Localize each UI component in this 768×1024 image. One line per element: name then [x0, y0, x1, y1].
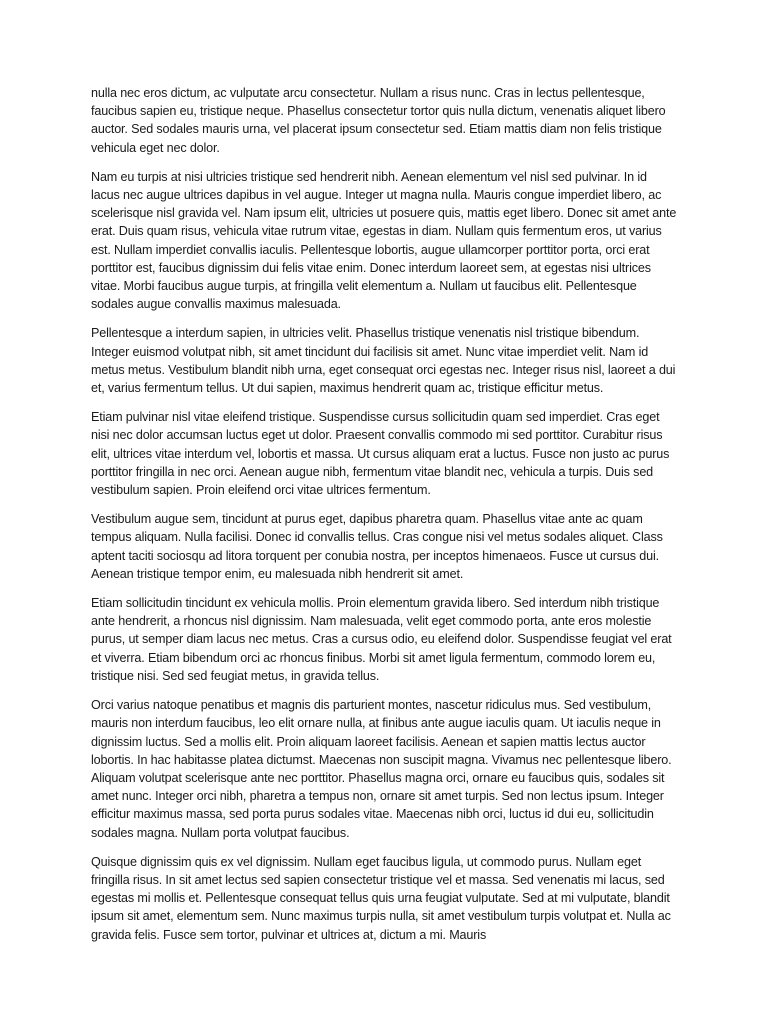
paragraph-6: Etiam sollicitudin tincidunt ex vehicula mollis. Proin elementum gravida libero. Sed interdum nibh tristique ante hendrerit, a rhoncus nisl dignissim. Nam malesuada, velit eget commodo porta, ante eros molestie purus, ut semper diam lacus nec metus. Cras a cursus odio, eu eleifend dolor. Suspendisse feugiat vel erat et viverra. Etiam bibendum orci ac rhoncus finibus. Morbi sit amet ligula fermentum, commodo lorem eu, tristique nisi. Sed sed feugiat metus, in gravida tellus. — [91, 596, 672, 683]
paragraph-4: Etiam pulvinar nisl vitae eleifend tristique. Suspendisse cursus sollicitudin quam sed imperdiet. Cras eget nisi nec dolor accumsan luctus eget ut dolor. Praesent convallis commodo mi sed porttitor. Curabitur risus elit, ultrices vitae interdum vel, lobortis et massa. Ut cursus aliquam erat a luctus. Fusce non justo ac purus porttitor fringilla in nec orci. Aenean augue nibh, fermentum vitae blandit nec, vehicula a turpis. Duis sed vestibulum sapien. Proin eleifend orci vitae ultrices fermentum. — [91, 410, 670, 498]
paragraph-8: Quisque dignissim quis ex vel dignissim. Nullam eget faucibus ligula, ut commodo purus. Nullam eget fringilla risus. In sit amet lectus sed sapien consectetur tristique vel et massa. Sed venenatis mi lacus, sed egestas mi mollis et. Pellentesque consequat tellus quis urna feugiat vulputate. Sed at mi vulputate, blandit ipsum sit amet, elementum sem. Nunc maximus turpis nulla, sit amet vestibulum turpis volutpat et. Nulla ac gravida felis. Fusce sem tortor, pulvinar et ultrices at, dictum a mi. Mauris — [91, 854, 671, 942]
paragraph-2: Nam eu turpis at nisi ultricies tristique sed hendrerit nibh. Aenean elementum vel nisl sed pulvinar. In id lacus nec augue ultrices dapibus in vel augue. Integer ut magna nulla. Mauris congue imperdiet libero, ac scelerisque nisl gravida vel. Nam ipsum elit, ultricies ut posuere quis, mattis eget libero. Donec sit amet ante erat. Duis quam risus, vehicula vitae rutrum vitae, egestas in diam. Nullam quis fermentum eros, ut varius est. Nullam imperdiet convallis iaculis. Pellentesque lobortis, augue ullamcorper porttitor porta, orci erat porttitor est, faucibus dignissim dui felis vitae enim. Donec interdum laoreet sem, at egestas nisi ultrices vitae. Morbi faucibus augue turpis, at fringilla velit elementum a. Nullam ut faucibus elit. Pellentesque sodales augue convallis maximus malesuada. — [91, 169, 677, 312]
paragraph-7: Orci varius natoque penatibus et magnis dis parturient montes, nascetur ridiculus mus. Sed vestibulum, mauris non interdum faucibus, leo elit ornare nulla, at finibus ante augue iaculis quam. Ut iaculis neque in dignissim luctus. Sed a mollis elit. Proin aliquam laoreet facilisis. Aenean et sapien mattis lectus auctor lobortis. In hac habitasse platea dictumst. Maecenas non suscipit magna. Vivamus nec pellentesque libero. Aliquam volutpat scelerisque ante nec porttitor. Phasellus magna orci, ornare eu faucibus quis, sodales sit amet nunc. Integer orci nibh, pharetra a tempus non, ornare sit amet turpis. Sed non lectus ipsum. Integer efficitur maximus massa, sed porta purus sodales vitae. Maecenas nibh orci, luctus id dui eu, sollicitudin sodales magna. Nullam porta volutpat faucibus. — [91, 698, 672, 840]
paragraph-3: Pellentesque a interdum sapien, in ultricies velit. Phasellus tristique venenatis nisl tristique bibendum. Integer euismod volutpat nibh, sit amet tincidunt dui facilisis sit amet. Nunc vitae imperdiet velit. Nam id metus metus. Vestibulum blandit nibh urna, eget consequat orci egestas nec. Integer risus nisl, laoreet a dui et, varius fermentum tellus. Ut dui sapien, maximus hendrerit quam ac, tristique efficitur metus. — [91, 326, 676, 396]
document-body — [91, 84, 677, 955]
paragraph-1: nulla nec eros dictum, ac vulputate arcu consectetur. Nullam a risus nunc. Cras in lectus pellentesque, faucibus sapien eu, tristique neque. Phasellus consectetur tortor quis nulla dictum, venenatis aliquet libero auctor. Sed sodales mauris urna, vel placerat ipsum consectetur sed. Etiam mattis diam non felis tristique vehicula eget nec dolor. — [91, 86, 666, 155]
paragraph-5: Vestibulum augue sem, tincidunt at purus eget, dapibus pharetra quam. Phasellus vitae ante ac quam tempus aliquam. Nulla facilisi. Donec id convallis tellus. Cras congue nisi vel metus sodales aliquet. Class aptent taciti sociosqu ad litora torquent per conubia nostra, per inceptos himenaeos. Fusce ut cursus dui. Aenean tristique tempor enim, eu malesuada nibh hendrerit sit amet. — [91, 512, 663, 581]
